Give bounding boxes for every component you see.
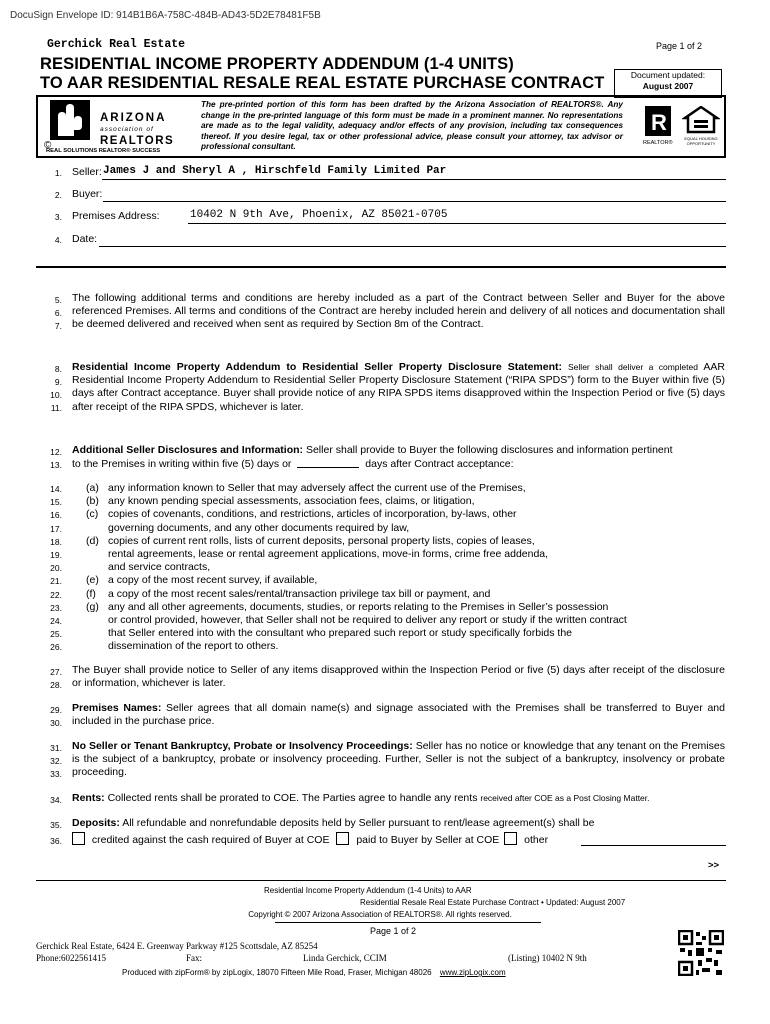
ripa-text: AAR Residential Income Property Addendum to Residential Seller Property Disclosure Statement (“RIPA SPDS”) form to the Buyer within five (5) days after Contract acceptance. Buyer shall provide notice of any RIPA SPDS items disapproved within the Inspection Period or five (5) days after receipt of the RIPA SPDS, whichever is later.: [72, 361, 725, 413]
premises-underline: [188, 223, 726, 224]
ripa-heading: Residential Income Property Addendum to Residential Seller Property Disclosure Statement:: [72, 361, 563, 373]
list-item-text: a copy of the most recent survey, if available,: [108, 574, 318, 587]
equal-housing-label: EQUAL HOUSING OPPORTUNITY: [684, 136, 718, 146]
line-number: 11.: [50, 403, 62, 413]
list-item-text: rental agreements, lease or rental agreement applications, move-in forms, crime free addenda,: [108, 548, 549, 560]
realtor-label: REALTOR®: [643, 140, 673, 146]
svg-text:R: R: [651, 110, 667, 135]
produced-by: [122, 968, 506, 977]
list-item-letter: (f): [86, 587, 96, 600]
footer-copyright: Copyright © 2007 Arizona Association of REALTORS®. All rights reserved.: [248, 910, 512, 919]
line-number: 25.: [50, 629, 62, 640]
agent-name: Linda Gerchick, CCIM: [303, 953, 387, 963]
list-item-text: that Seller entered into with the consultant who prepared such report or study specifically forbids the: [108, 627, 573, 640]
line-number: 8.: [54, 364, 62, 374]
broker-fax: Fax:: [186, 953, 203, 963]
footer-form-line-2: Residential Resale Real Estate Purchase Contract • Updated: August 2007: [360, 898, 626, 907]
broker-name: Gerchick Real Estate: [47, 38, 186, 51]
deposit-paid-checkbox[interactable]: [336, 832, 349, 845]
line-number: 24.: [50, 616, 62, 626]
continue-marker: >>: [708, 860, 720, 871]
days-text-before: to the Premises in writing within five (5) days or: [72, 458, 292, 470]
equal-housing-icon: [682, 106, 720, 136]
logo-realtors: REALTORS: [100, 135, 175, 147]
line-number: 4.: [54, 235, 62, 245]
bankruptcy-text: Seller has no notice or knowledge that any tenant on the Premises is the subject of a bankruptcy, probate or insolvency proceeding. Further, Seller is not the subject of a bankruptcy, insolvency or probate proceeding.: [72, 740, 725, 779]
list-item-text: any known pending special assessments, association fees, claims, or litigation,: [108, 495, 475, 508]
additional-disclosures-days-line: [72, 457, 514, 471]
bankruptcy-heading: No Seller or Tenant Bankruptcy, Probate or Insolvency Proceedings:: [72, 740, 413, 752]
footer-form-line-1: Residential Income Property Addendum (1-4 Units) to AAR: [264, 886, 472, 895]
form-title-line-2: TO AAR RESIDENTIAL RESALE REAL ESTATE PURCHASE CONTRACT: [40, 74, 605, 92]
list-item-letter: (a): [86, 482, 99, 494]
list-item-text: copies of covenants, conditions, and restrictions, articles of incorporation, by-laws, other: [108, 508, 517, 521]
line-number: 15.: [50, 497, 62, 508]
intro-paragraph: The following additional terms and conditions are hereby included as a part of the Contract between Seller and Buyer for the above referenced Premises. All terms and conditions of the Contract are hereby included herein and delivery of all notices and documentation shall be deemed delivered and received when sent as required by Section 8m of the Contract.: [72, 292, 725, 331]
notice-paragraph: The Buyer shall provide notice to Seller of any items disapproved within the Inspection Period or five (5) days after receipt of the disclosure or information, whichever is later.: [72, 664, 725, 690]
line-number: 6.: [54, 308, 62, 318]
broker-phone: Phone:6022561415: [36, 953, 107, 963]
realtor-r-icon: [643, 106, 675, 142]
line-number: 10.: [50, 390, 62, 400]
line-number: 34.: [50, 795, 62, 805]
list-item-letter: (d): [86, 534, 99, 547]
line-number: 36.: [50, 836, 62, 846]
additional-disclosures-heading: Additional Seller Disclosures and Information:: [72, 444, 304, 456]
logo-arizona: ARIZONA: [100, 112, 167, 124]
line-number: 33.: [50, 769, 62, 779]
arizona-realtors-logo: [44, 100, 194, 156]
line-number: 22.: [50, 589, 62, 600]
bankruptcy-section: [72, 740, 725, 780]
days-input[interactable]: [297, 457, 359, 468]
line-number: 27.: [50, 667, 62, 677]
line-number: 20.: [50, 563, 62, 574]
premises-field[interactable]: 10402 N 9th Ave, Phoenix, AZ 85021-0705: [190, 209, 448, 221]
premises-names-text: Seller agrees that all domain name(s) and signage associated with the Premises shall be transferred to Buyer and included in the purchase price.: [72, 702, 725, 728]
list-item-letter: (b): [86, 495, 99, 508]
premises-names-section: [72, 702, 725, 728]
document-updated-box: [614, 69, 722, 98]
logo-copyright: ©: [44, 140, 52, 151]
seller-underline: [102, 179, 726, 180]
line-number: 19.: [50, 550, 62, 560]
premises-label: Premises Address:: [72, 210, 160, 222]
line-number: 14.: [50, 484, 62, 494]
list-item-text: copies of current rent rolls, lists of current deposits, personal property lists, copies of leases,: [108, 534, 535, 547]
date-label: Date:: [72, 233, 98, 245]
deposit-credited-label: credited against the cash required of Buyer at COE: [91, 834, 330, 846]
additional-disclosures-text: Seller shall provide to Buyer the following disclosures and information pertinent: [305, 444, 673, 456]
form-title-line-1: RESIDENTIAL INCOME PROPERTY ADDENDUM (1-4 UNITS): [40, 55, 514, 73]
equal-housing-logo: [682, 106, 720, 148]
deposit-other-checkbox[interactable]: [504, 832, 517, 845]
deposits-heading: Deposits:: [72, 817, 120, 829]
line-number: 5.: [54, 295, 62, 305]
additional-disclosures-line: [72, 444, 725, 457]
line-number: 7.: [54, 321, 62, 331]
line-number: 17.: [50, 523, 62, 534]
deposit-other-label: other: [524, 834, 549, 846]
rents-small-text: received after COE as a Post Closing Matter.: [480, 793, 650, 803]
deposits-text: All refundable and nonrefundable deposits held by Seller pursuant to rent/lease agreement(s) shall be: [122, 817, 595, 829]
listing-info: (Listing) 10402 N 9th: [508, 953, 587, 963]
list-item-text: and service contracts,: [108, 561, 211, 574]
deposit-other-field[interactable]: [581, 845, 726, 846]
list-item-text: any information known to Seller that may adversely affect the current use of the Premises,: [108, 482, 526, 494]
ziplogix-link[interactable]: www.zipLogix.com: [439, 968, 506, 977]
line-number: 35.: [50, 820, 62, 830]
buyer-label: Buyer:: [72, 188, 103, 200]
list-item-text: any and all other agreements, documents, studies, or reports relating to the Premises in Seller’s possession: [108, 600, 609, 613]
list-item-letter: (c): [86, 508, 99, 521]
document-updated-label: Document updated:: [630, 70, 706, 80]
list-item-letter: (e): [86, 574, 99, 587]
rents-section: [72, 792, 650, 805]
deposit-options: [72, 832, 548, 847]
line-number: 2.: [54, 190, 62, 200]
page-number-top: Page 1 of 2: [655, 41, 702, 51]
rents-text: Collected rents shall be prorated to COE. The Parties agree to handle any rents: [107, 792, 478, 804]
line-number: 26.: [50, 642, 62, 653]
deposits-section: [72, 817, 725, 830]
seller-label: Seller:: [72, 166, 102, 178]
line-number: 29.: [50, 705, 62, 715]
days-text-after: days after Contract acceptance:: [365, 458, 514, 470]
realtor-logo: [643, 106, 675, 148]
envelope-id: DocuSign Envelope ID: 914B1B6A-758C-484B-AD43-5D2E78481F5B: [10, 10, 321, 21]
date-underline: [99, 246, 726, 247]
line-number: 32.: [50, 756, 62, 766]
logo-association: association of: [100, 126, 154, 133]
line-number: 18.: [50, 536, 62, 547]
list-item-text: governing documents, and any other documents required by law,: [108, 521, 410, 534]
deposit-paid-label: paid to Buyer by Seller at COE: [356, 834, 500, 846]
line-number: 30.: [50, 718, 62, 728]
line-number: 23.: [50, 602, 62, 613]
document-updated-date: August 2007: [642, 81, 694, 91]
line-number: 12.: [50, 447, 62, 457]
page-number-bottom: Page 1 of 2: [370, 926, 417, 936]
list-item-text: or control provided, however, that Seller shall not be required to deliver any report or study if the written contract: [108, 614, 627, 626]
logo-tagline: REAL SOLUTIONS REALTOR® SUCCESS: [46, 148, 161, 154]
page-rule: [275, 922, 541, 923]
produced-by-text: Produced with zipForm® by zipLogix, 18070 Fifteen Mile Road, Fraser, Michigan 48026: [122, 968, 432, 977]
line-number: 31.: [50, 743, 62, 753]
line-number: 16.: [50, 510, 62, 521]
line-number: 1.: [54, 168, 62, 178]
premises-names-heading: Premises Names:: [72, 702, 162, 714]
section-divider: [36, 266, 726, 268]
disclaimer-text: The pre-printed portion of this form has been drafted by the Arizona Association of REALTORS®. Any change in the pre-printed language of this form must be made in a prominent manner. No representations are made as to the legal validity, adequacy and/or effects of any provision, including tax consequences thereof. If you desire legal, tax or other professional advice, please consult your attorney, tax advisor or professional consultant.: [201, 100, 623, 152]
rents-heading: Rents:: [72, 792, 105, 804]
ripa-small-text: Seller shall deliver a completed: [568, 362, 698, 372]
ripa-section: [72, 361, 725, 414]
list-item-text: a copy of the most recent sales/rental/transaction privilege tax bill or payment, and: [108, 587, 491, 600]
deposit-credited-checkbox[interactable]: [72, 832, 85, 845]
line-number: 9.: [54, 377, 62, 387]
line-number: 28.: [50, 680, 62, 690]
footer-divider: [36, 880, 726, 881]
list-item-letter: (g): [86, 600, 99, 613]
line-number: 3.: [54, 212, 62, 222]
line-number: 13.: [50, 460, 62, 470]
seller-field[interactable]: James J and Sheryl A , Hirschfeld Family Limited Par: [103, 165, 447, 177]
line-number: 21.: [50, 576, 62, 587]
list-item-text: dissemination of the report to others.: [108, 640, 279, 653]
qr-code-icon: [678, 930, 724, 976]
qr-code: [678, 930, 724, 976]
broker-address: Gerchick Real Estate, 6424 E. Greenway Parkway #125 Scottsdale, AZ 85254: [36, 941, 318, 951]
buyer-underline: [103, 201, 726, 202]
